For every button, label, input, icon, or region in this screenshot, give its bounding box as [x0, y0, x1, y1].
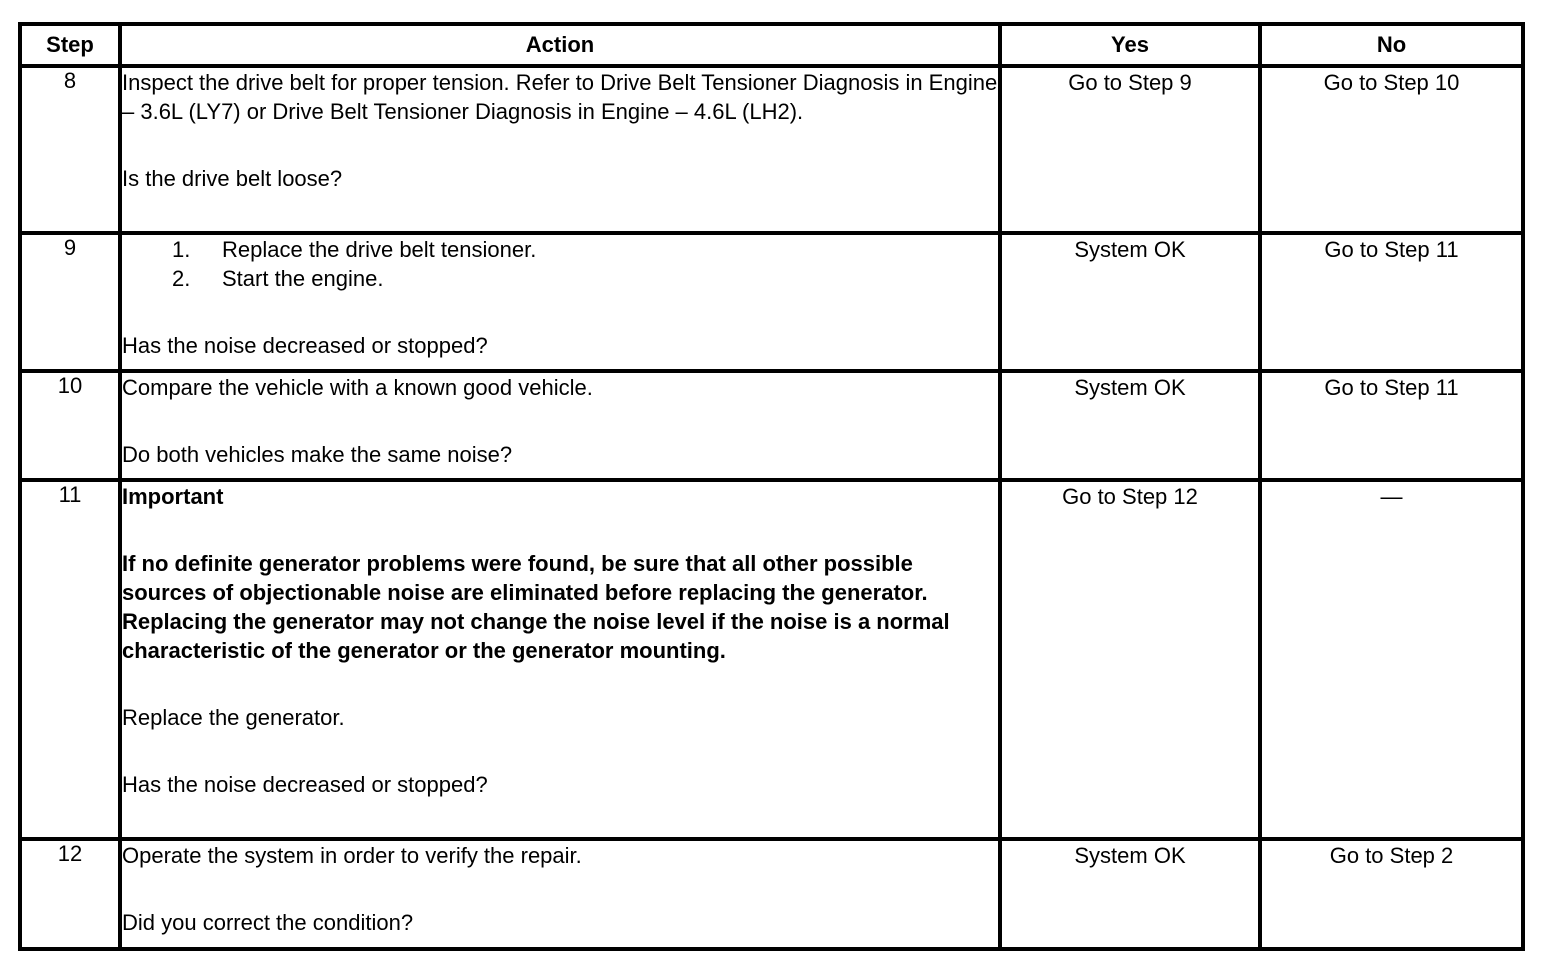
- action-text: Compare the vehicle with a known good vehicle.: [122, 375, 593, 400]
- list-item-text: Start the engine.: [222, 266, 384, 291]
- yes-result: Go to Step 9: [1000, 66, 1260, 233]
- question-text: Is the drive belt loose?: [122, 166, 343, 191]
- step-number: 9: [20, 233, 120, 371]
- no-result: Go to Step 2: [1260, 839, 1523, 949]
- header-row: [20, 24, 1523, 66]
- action-text: Inspect the drive belt for proper tension. Refer to Drive Belt Tensioner Diagnosis in Engine – 3.6L (LY7) or Drive Belt Tensioner Diagnosis in Engine – 4.6L (LH2).: [122, 70, 998, 124]
- question-text: Did you correct the condition?: [122, 910, 414, 935]
- important-heading: Important: [122, 484, 224, 509]
- list-item-number: 1.: [172, 237, 191, 262]
- no-result: Go to Step 11: [1260, 233, 1523, 371]
- question-text: Do both vehicles make the same noise?: [122, 442, 513, 467]
- header-no: No: [1260, 24, 1523, 66]
- no-result: —: [1260, 480, 1523, 839]
- action-cell: [120, 371, 1000, 480]
- question-text: Has the noise decreased or stopped?: [122, 772, 488, 797]
- action-text: Operate the system in order to verify the repair.: [122, 843, 582, 868]
- action-cell: [120, 66, 1000, 233]
- step-number: 11: [20, 480, 120, 839]
- table-row: [20, 371, 1523, 480]
- table-row: [20, 480, 1523, 839]
- action-cell: [120, 480, 1000, 839]
- yes-result: Go to Step 12: [1000, 480, 1260, 839]
- question-text: Has the noise decreased or stopped?: [122, 333, 488, 358]
- no-result: Go to Step 10: [1260, 66, 1523, 233]
- list-item: [172, 235, 998, 264]
- step-number: 10: [20, 371, 120, 480]
- step-number: 8: [20, 66, 120, 233]
- yes-result: System OK: [1000, 839, 1260, 949]
- step-number: 12: [20, 839, 120, 949]
- list-item: [172, 264, 998, 293]
- action-cell: [120, 839, 1000, 949]
- action-list: [122, 235, 998, 293]
- table-row: [20, 233, 1523, 371]
- no-result: Go to Step 11: [1260, 371, 1523, 480]
- action-cell: [120, 233, 1000, 371]
- header-yes: Yes: [1000, 24, 1260, 66]
- list-item-number: 2.: [172, 266, 191, 291]
- header-step: Step: [20, 24, 120, 66]
- important-note: If no definite generator problems were found, be sure that all other possible sources of objectionable noise are eliminated before replacing the generator. Replacing the generator may not change the noise level if the noise is a normal characteristic of the generator or the generator mounting.: [122, 551, 950, 663]
- yes-result: System OK: [1000, 371, 1260, 480]
- diagnostic-table: [18, 22, 1525, 951]
- table-row: [20, 66, 1523, 233]
- yes-result: System OK: [1000, 233, 1260, 371]
- action-text: Replace the generator.: [122, 705, 345, 730]
- header-action: Action: [120, 24, 1000, 66]
- table-row: [20, 839, 1523, 949]
- list-item-text: Replace the drive belt tensioner.: [222, 237, 537, 262]
